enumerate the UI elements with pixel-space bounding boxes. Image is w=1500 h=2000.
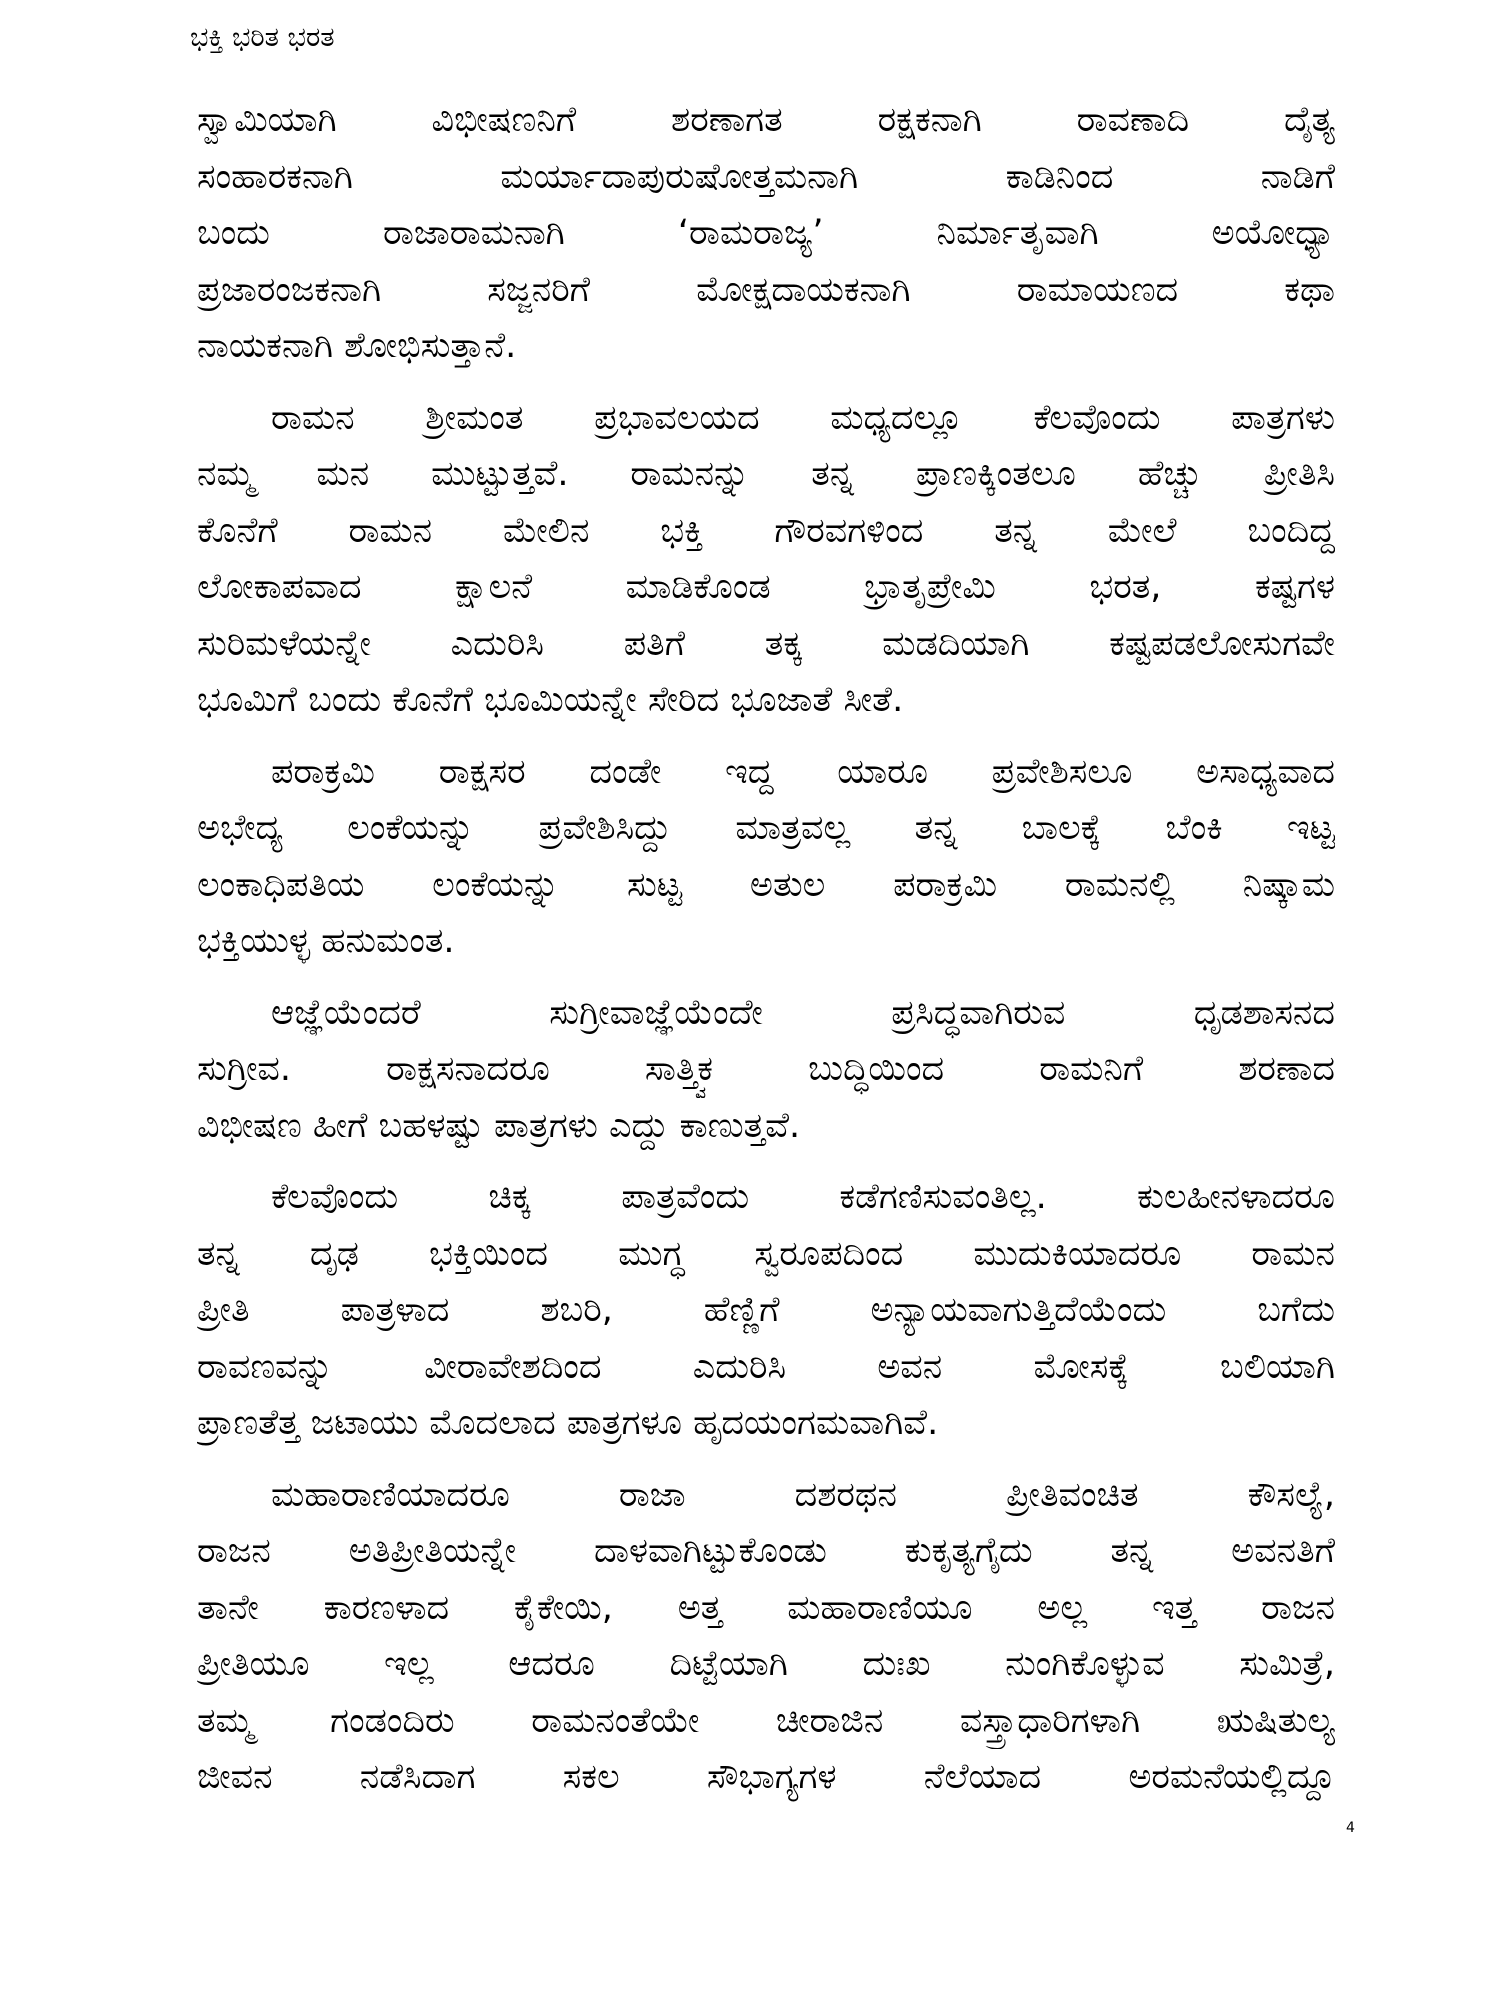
- text-line: ರಾಮನ ಶ್ರೀಮಂತ ಪ್ರಭಾವಲಯದ ಮಧ್ಯದಲ್ಲೂ ಕೆಲವೊಂದು ಪಾತ್ರಗಳು: [271, 397, 1335, 438]
- text-line: ತನ್ನ ದೃಢ ಭಕ್ತಿಯಿಂದ ಮುಗ್ಧ ಸ್ವರೂಪದಿಂದ ಮುದುಕಿಯಾದರೂ ರಾಮನ: [197, 1233, 1335, 1274]
- margin-mark: 4: [1346, 1820, 1355, 1836]
- text-line: ನಾಯಕನಾಗಿ ಶೋಭಿಸುತ್ತಾನೆ.: [197, 326, 517, 366]
- text-line: ಲೋಕಾಪವಾದ ಕ್ಷಾಲನೆ ಮಾಡಿಕೊಂಡ ಭ್ರಾತೃಪ್ರೇಮಿ ಭರತ, ಕಷ್ಟಗಳ: [197, 567, 1335, 607]
- text-line: ಕೊನೆಗೆ ರಾಮನ ಮೇಲಿನ ಭಕ್ತಿ ಗೌರವಗಳಿಂದ ತನ್ನ ಮೇಲೆ ಬಂದಿದ್ದ: [197, 510, 1335, 551]
- text-line: ರಾಜನ ಅತಿಪ್ರೀತಿಯನ್ನೇ ದಾಳವಾಗಿಟ್ಟುಕೊಂಡು ಕುಕೃತ್ಯಗೈದು ತನ್ನ ಅವನತಿಗೆ: [197, 1531, 1335, 1571]
- text-line: ಆಜ್ಞೆಯೆಂದರೆ ಸುಗ್ರೀವಾಜ್ಞೆಯೆಂದೇ ಪ್ರಸಿದ್ಧವಾಗಿರುವ ಧೃಡಶಾಸನದ: [271, 992, 1335, 1033]
- text-line: ಭಕ್ತಿಯುಳ್ಳ ಹನುಮಂತ.: [197, 921, 455, 961]
- paragraph-sugriva: [197, 985, 1335, 1155]
- text-line: ಸುಗ್ರೀವ. ರಾಕ್ಷಸನಾದರೂ ಸಾತ್ತ್ವಿಕ ಬುದ್ಧಿಯಿಂದ ರಾಮನಿಗೆ ಶರಣಾದ: [197, 1049, 1335, 1089]
- text-line: ಪ್ರಾಣತೆತ್ತ ಜಟಾಯು ಮೊದಲಾದ ಪಾತ್ರಗಳೂ ಹೃದಯಂಗಮವಾಗಿವೆ.: [197, 1403, 939, 1443]
- text-line: ಲಂಕಾಧಿಪತಿಯ ಲಂಕೆಯನ್ನು ಸುಟ್ಟ ಅತುಲ ಪರಾಕ್ರಮಿ ರಾಮನಲ್ಲಿ ನಿಷ್ಕಾಮ: [197, 864, 1335, 905]
- text-line: ಕೆಲವೊಂದು ಚಿಕ್ಕ ಪಾತ್ರವೆಂದು ಕಡೆಗಣಿಸುವಂತಿಲ್ಲ. ಕುಲಹೀನಳಾದರೂ: [271, 1177, 1335, 1217]
- text-line: ತಾನೇ ಕಾರಣಳಾದ ಕೈಕೇಯಿ, ಅತ್ತ ಮಹಾರಾಣಿಯೂ ಅಲ್ಲ ಇತ್ತ ರಾಜನ: [197, 1587, 1335, 1628]
- text-line: ಪ್ರೀತಿ ಪಾತ್ರಳಾದ ಶಬರಿ, ಹೆಣ್ಣಿಗೆ ಅನ್ಯಾಯವಾಗುತ್ತಿದೆಯೆಂದು ಬಗೆದು: [197, 1290, 1335, 1330]
- paragraph-hanuman: [197, 744, 1335, 970]
- text-line: ಬಂದು ರಾಜಾರಾಮನಾಗಿ ‘ರಾಮರಾಜ್ಯ’ ನಿರ್ಮಾತೃವಾಗಿ ಅಯೋಧ್ಯಾ: [197, 213, 1335, 253]
- paragraph-queens: [197, 1467, 1335, 1806]
- paragraph-rama-titles: [197, 92, 1335, 375]
- text-line: ಪರಾಕ್ರಮಿ ರಾಕ್ಷಸರ ದಂಡೇ ಇದ್ದ ಯಾರೂ ಪ್ರವೇಶಿಸಲೂ ಅಸಾಧ್ಯವಾದ: [271, 751, 1335, 792]
- text-line: ನಮ್ಮ ಮನ ಮುಟ್ಟುತ್ತವೆ. ರಾಮನನ್ನು ತನ್ನ ಪ್ರಾಣಕ್ಕಿಂತಲೂ ಹೆಚ್ಚು ಪ್ರೀತಿಸಿ: [197, 454, 1335, 494]
- text-line: ಸುರಿಮಳೆಯನ್ನೇ ಎದುರಿಸಿ ಪತಿಗೆ ತಕ್ಕ ಮಡದಿಯಾಗಿ ಕಷ್ಟಪಡಲೋಸುಗವೇ: [197, 623, 1335, 664]
- text-line: ತಮ್ಮ ಗಂಡಂದಿರು ರಾಮನಂತೆಯೇ ಚೀರಾಜಿನ ವಸ್ತ್ರಾಧಾರಿಗಳಾಗಿ ಋಷಿತುಲ್ಯ: [197, 1700, 1335, 1741]
- running-header: ಭಕ್ತಿ ಭರಿತ ಭರತ: [190, 22, 335, 53]
- text-line: ಮಹಾರಾಣಿಯಾದರೂ ರಾಜಾ ದಶರಥನ ಪ್ರೀತಿವಂಚಿತ ಕೌಸಲ್ಯೆ,: [271, 1474, 1335, 1515]
- text-line: ವಿಭೀಷಣ ಹೀಗೆ ಬಹಳಷ್ಟು ಪಾತ್ರಗಳು ಎದ್ದು ಕಾಣುತ್ತವೆ.: [197, 1105, 801, 1146]
- text-line: ಅಭೇದ್ಯ ಲಂಕೆಯನ್ನು ಪ್ರವೇಶಿಸಿದ್ದು ಮಾತ್ರವಲ್ಲ ತನ್ನ ಬಾಲಕ್ಕೆ ಬೆಂಕಿ ಇಟ್ಟ: [197, 808, 1335, 848]
- paragraph-bharata-sita: [197, 390, 1335, 729]
- text-line: ಜೀವನ ನಡೆಸಿದಾಗ ಸಕಲ ಸೌಭಾಗ್ಯಗಳ ನೆಲೆಯಾದ ಅರಮನೆಯಲ್ಲಿದ್ದೂ: [197, 1757, 1335, 1797]
- paragraph-shabari-jatayu: [197, 1169, 1335, 1452]
- text-line: ರಾವಣವನ್ನು ವೀರಾವೇಶದಿಂದ ಎದುರಿಸಿ ಅವನ ಮೋಸಕ್ಕೆ ಬಲಿಯಾಗಿ: [197, 1346, 1335, 1387]
- text-line: ಸಂಹಾರಕನಾಗಿ ಮರ್ಯಾದಾಪುರುಷೋತ್ತಮನಾಗಿ ಕಾಡಿನಿಂದ ನಾಡಿಗೆ: [197, 156, 1335, 197]
- text-line: ಪ್ರಜಾರಂಜಕನಾಗಿ ಸಜ್ಜನರಿಗೆ ಮೋಕ್ಷದಾಯಕನಾಗಿ ರಾಮಾಯಣದ ಕಥಾ: [197, 269, 1335, 310]
- text-line: ಪ್ರೀತಿಯೂ ಇಲ್ಲ ಆದರೂ ದಿಟ್ಟೆಯಾಗಿ ದುಃಖ ನುಂಗಿಕೊಳ್ಳುವ ಸುಮಿತ್ರೆ,: [197, 1644, 1335, 1684]
- text-line: ಭೂಮಿಗೆ ಬಂದು ಕೊನೆಗೆ ಭೂಮಿಯನ್ನೇ ಸೇರಿದ ಭೂಜಾತೆ ಸೀತೆ.: [197, 680, 904, 720]
- page-body: [197, 92, 1335, 1821]
- text-line: ಸ್ವಾಮಿಯಾಗಿ ವಿಭೀಷಣನಿಗೆ ಶರಣಾಗತ ರಕ್ಷಕನಾಗಿ ರಾವಣಾದಿ ದೈತ್ಯ: [197, 100, 1335, 140]
